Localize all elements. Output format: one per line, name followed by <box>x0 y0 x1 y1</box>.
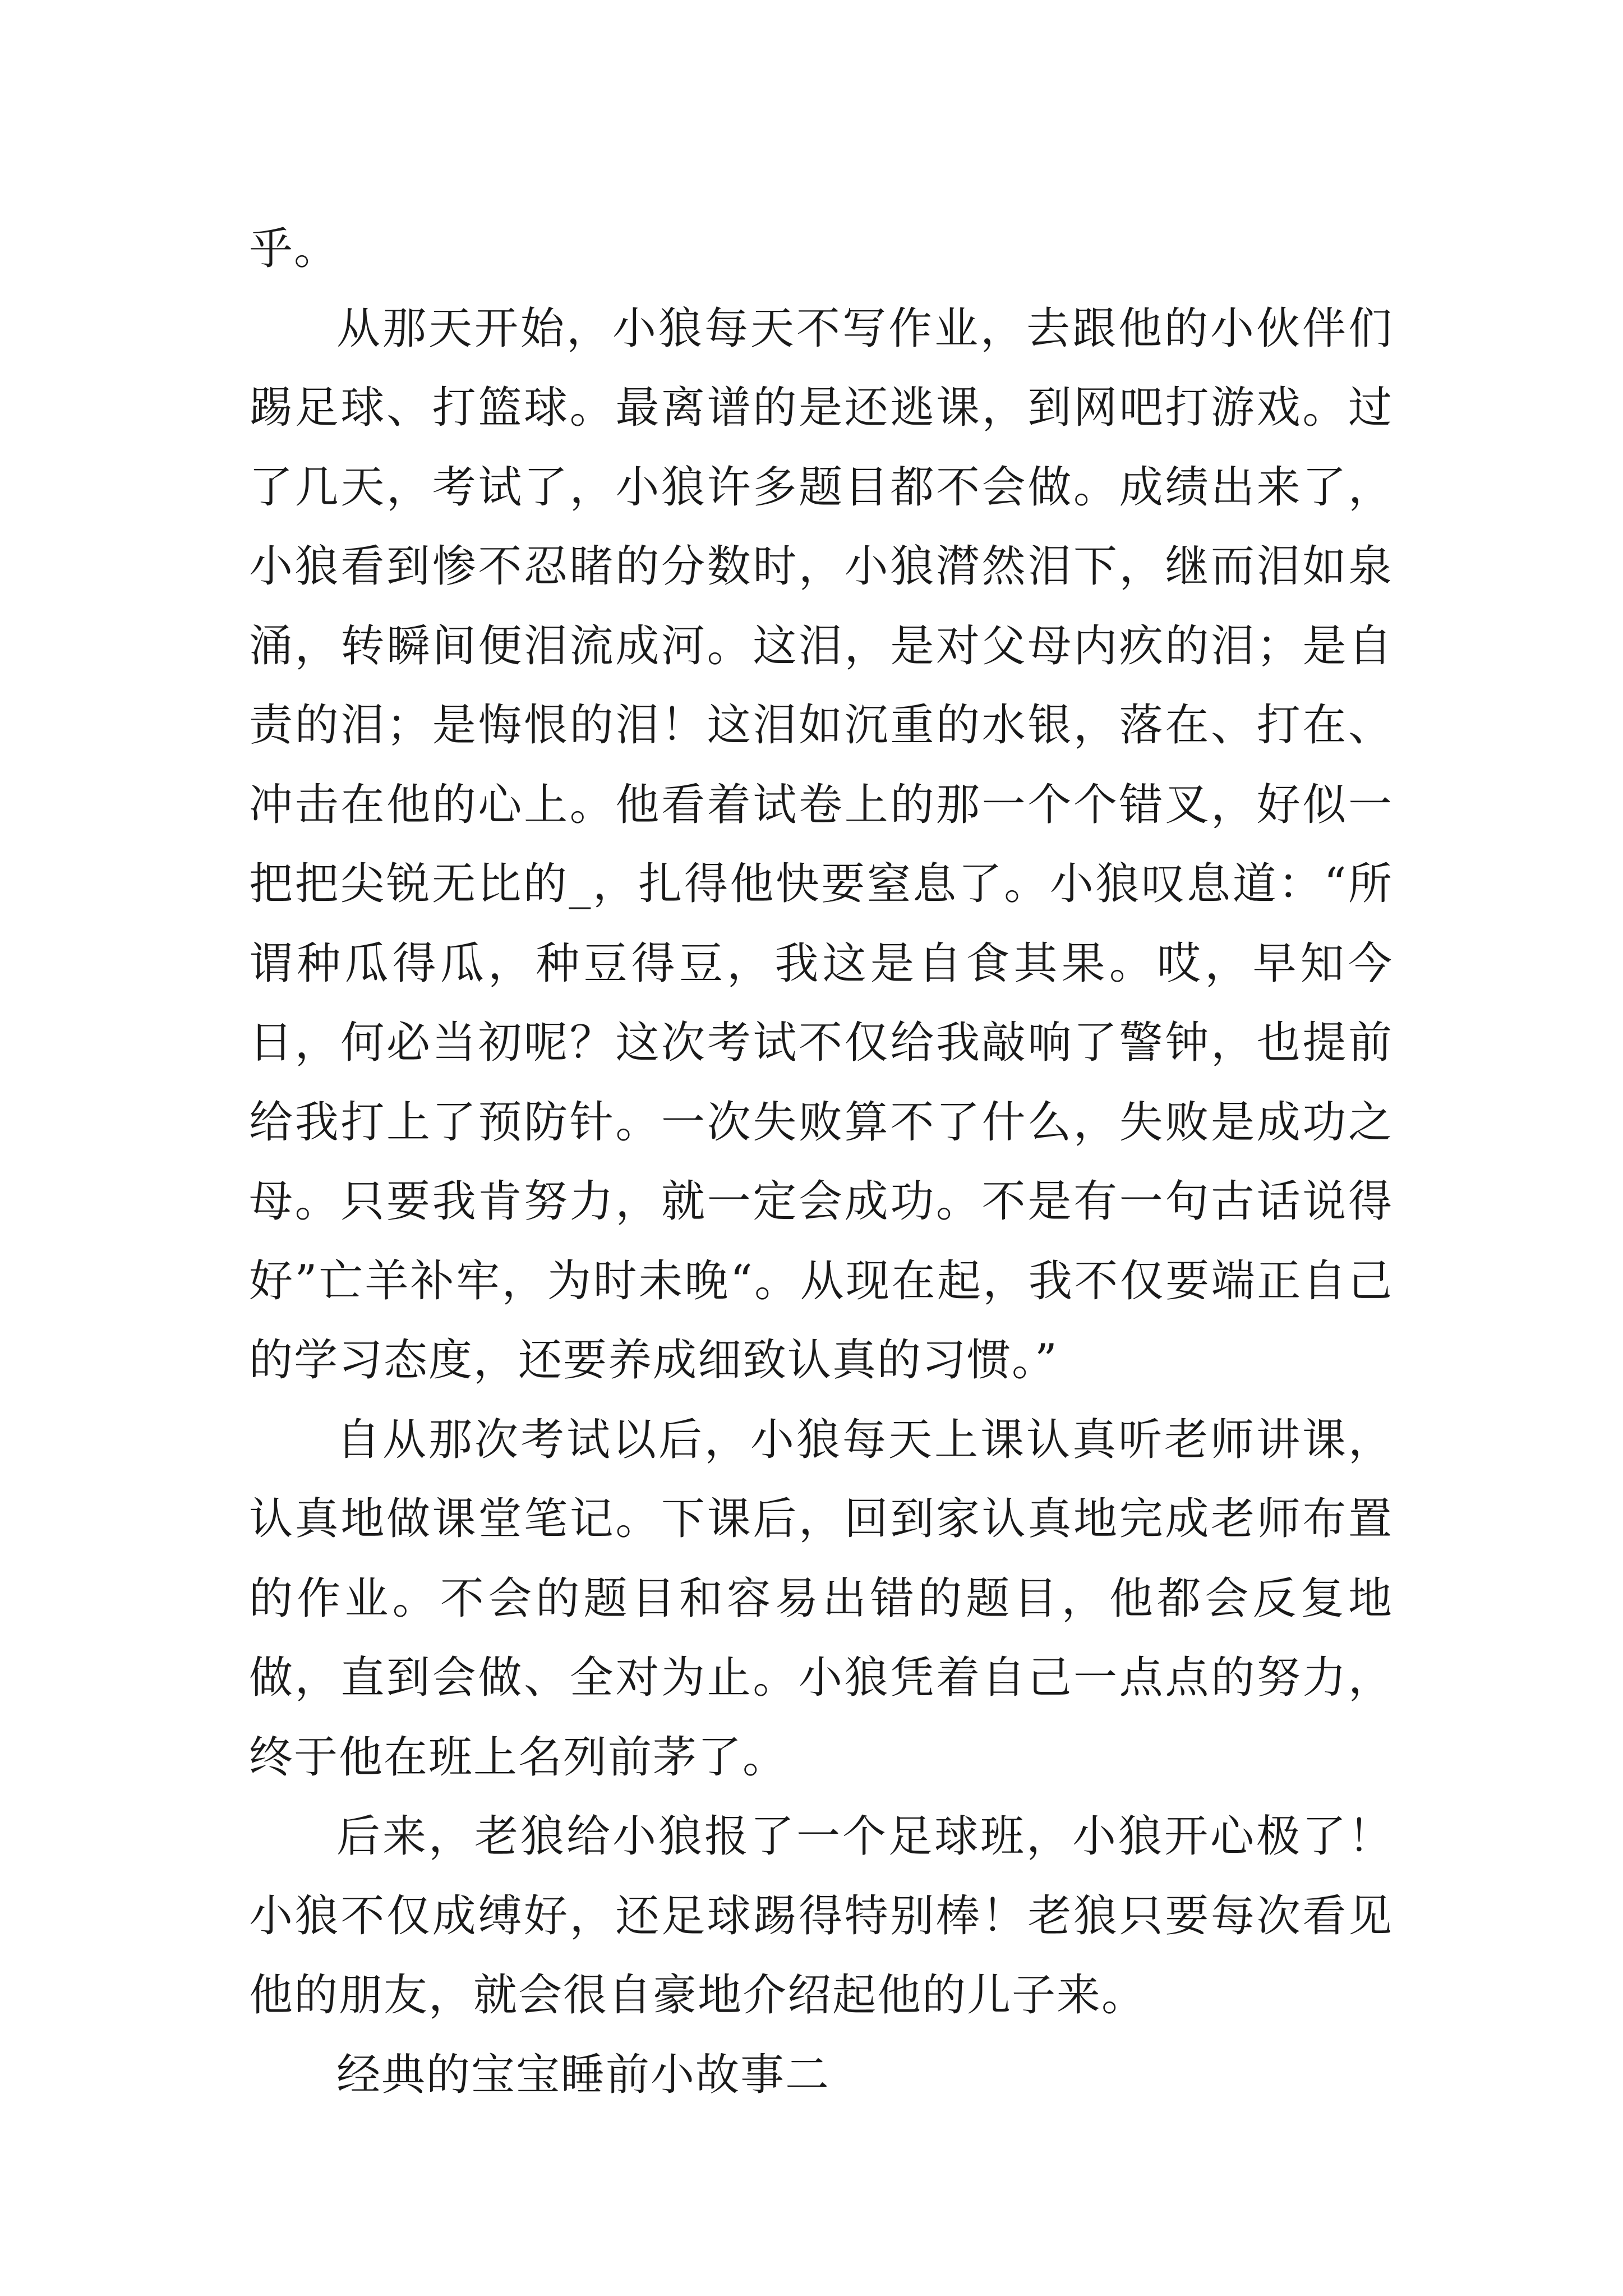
paragraph-1: 乎。 <box>249 224 339 274</box>
paragraph-3: 自从那次考试以后，小狼每天上课认真听老师讲课，认真地做课堂笔记。下课后，回到家认真地完成老师布置的作业。不会的题目和容易出错的题目，他都会反复地做，直到会做、全对为止。小狼凭着自己一点点的努力，终于他在班上名列前茅了。 <box>249 1414 1393 1783</box>
section-heading: 经典的宝宝睡前小故事二 <box>336 2049 831 2100</box>
paragraph-2: 从那天开始，小狼每天不写作业，去跟他的小伙伴们踢足球、打篮球。最离谱的是还逃课，到网吧打游戏。过了几天，考试了，小狼许多题目都不会做。成绩出来了，小狼看到惨不忍睹的分数时，小狼潸然泪下，继而泪如泉涌，转瞬间便泪流成河。这泪，是对父母内疚的泪；是自责的泪；是悔恨的泪！这泪如沉重的水银，落在、打在、冲击在他的心上。他看着试卷上的那一个个错叉，好似一把把尖锐无比的_，扎得他快要窒息了。小狼叹息道：“所谓种瓜得瓜，种豆得豆，我这是自食其果。哎，早知今日，何必当初呢？这次考试不仅给我敲响了警钟，也提前给我打上了预防针。一次失败算不了什么，失败是成功之母。只要我肯努力，就一定会成功。不是有一句古话说得好”亡羊补牢，为时未晚“。从现在起，我不仅要端正自己的学习态度，还要养成细致认真的习惯。” <box>249 303 1393 1386</box>
paragraph-4: 后来，老狼给小狼报了一个足球班，小狼开心极了！小狼不仅成缚好，还足球踢得特别棒！老狼只要每次看见他的朋友，就会很自豪地介绍起他的儿子来。 <box>249 1811 1393 2021</box>
document-body <box>249 210 1393 2115</box>
